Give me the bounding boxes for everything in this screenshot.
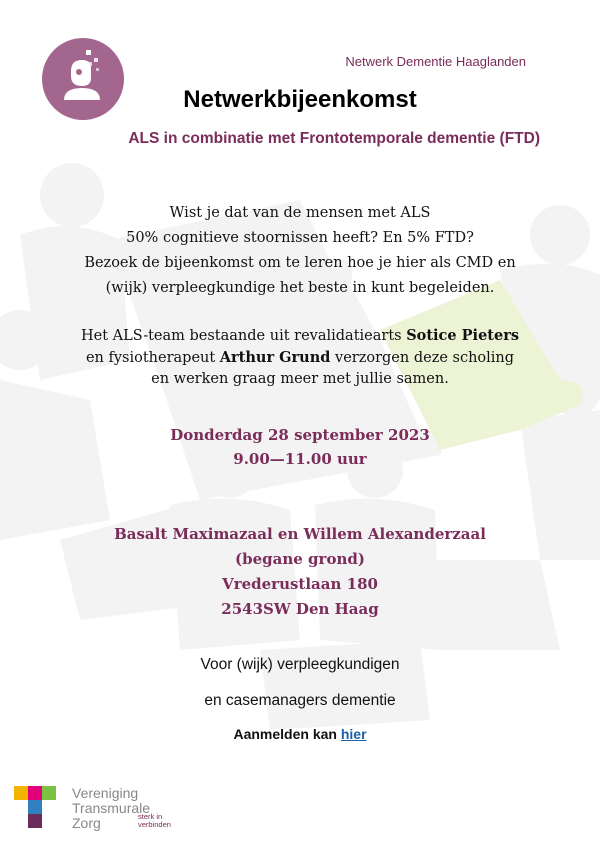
vtz-name-line: Vereniging: [72, 785, 139, 801]
team-line: [0, 325, 600, 347]
speaker-name: Arthur Grund: [219, 349, 331, 366]
speaker-name: Sotice Pieters: [406, 327, 520, 344]
page-title: Netwerkbijeenkomst: [183, 86, 417, 113]
location-line: 2543SW Den Haag: [221, 600, 379, 618]
vtz-tagline-line: verbinden: [138, 820, 171, 829]
team-line: en werken graag meer met jullie samen.: [151, 371, 449, 387]
location-line: Basalt Maximazaal en Willem Alexanderzaal: [114, 525, 486, 543]
team-text: Het ALS-team bestaande uit revalidatiearts: [80, 328, 407, 344]
audience-line: en casemanagers dementie: [204, 692, 396, 709]
intro-line: 50% cognitieve stoornissen heeft? En 5% FTD?: [126, 230, 474, 246]
signup-line: [0, 726, 600, 742]
event-location: [0, 522, 600, 622]
vtz-tagline-line: sterk in: [138, 812, 163, 821]
location-line: Vrederustlaan 180: [222, 575, 378, 593]
vtz-tagline: [138, 813, 171, 829]
page-subtitle: ALS in combinatie met Frontotemporale dementie (FTD): [128, 130, 540, 147]
signup-link[interactable]: hier: [340, 726, 367, 742]
vtz-logo-mark: [14, 786, 62, 830]
team-text: en fysiotherapeut: [85, 350, 220, 366]
organization-name: Netwerk Dementie Haaglanden: [345, 54, 526, 69]
vtz-name-line: Zorg: [72, 815, 101, 831]
intro-line: Bezoek de bijeenkomst om te leren hoe je hier als CMD en: [84, 255, 516, 271]
intro-line: (wijk) verpleegkundige het beste in kunt begeleiden.: [105, 280, 495, 296]
team-line: [0, 347, 600, 369]
signup-label: Aanmelden kan: [233, 726, 341, 742]
intro-line: Wist je dat van de mensen met ALS: [169, 205, 431, 221]
audience-line: Voor (wijk) verpleegkundigen: [200, 656, 400, 673]
event-time: 9.00—11.00 uur: [233, 450, 367, 468]
team-text: verzorgen deze scholing: [330, 350, 515, 366]
location-line: (begane grond): [235, 550, 365, 568]
event-date: Donderdag 28 september 2023: [170, 426, 430, 444]
team-paragraph: [0, 325, 600, 390]
vtz-name-line: Transmurale: [72, 800, 151, 816]
intro-paragraph: [0, 202, 600, 302]
